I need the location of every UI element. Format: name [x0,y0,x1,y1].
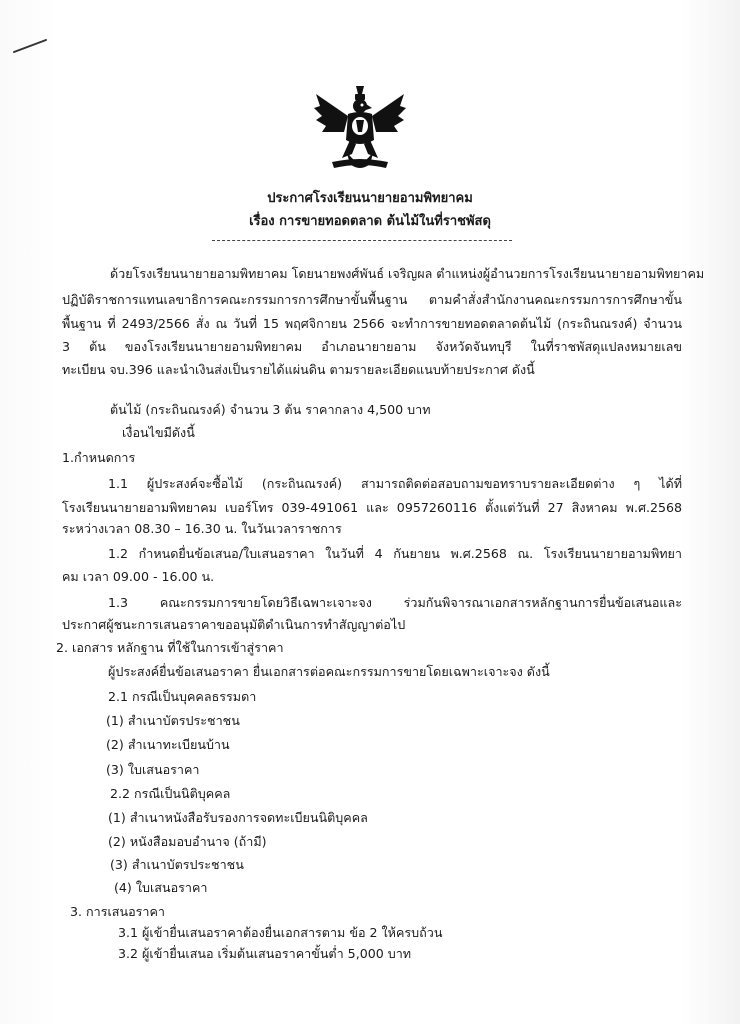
section-1-heading: 1.กำหนดการ [62,450,136,465]
section-2-lead: ผู้ประสงค์ยื่นข้อเสนอราคา ยื่นเอกสารต่อคณะกรรมการขายโดยเฉพาะเจาะจง ดังนี้ [108,664,550,679]
intro-line: 3 ต้น ของโรงเรียนนายายอามพิทยาคม อำเภอนายายอาม จังหวัดจันทบุรี ในที่ราชพัสดุแปลงหมายเลข [62,339,682,354]
intro-line: ปฏิบัติราชการแทนเลขาธิการคณะกรรมการการศึกษาขั้นพื้นฐาน ตามคำสั่งสำนักงานคณะกรรมการการศึกษาขั้น [62,292,682,307]
intro-line: พื้นฐาน ที่ 2493/2566 สั่ง ณ วันที่ 15 พฤศจิกายน 2566 จะทำการขายทอดตลาดต้นไม้ (กระถินณรงค์) จำนวน [62,316,682,331]
pen-mark [12,36,52,56]
section-3-heading: 3. การเสนอราคา [70,904,165,919]
conditions-label: เงื่อนไขมีดังนี้ [122,425,195,440]
section-2-1-item: (3) ใบเสนอราคา [106,762,200,777]
section-2-1-item: (2) สำเนาทะเบียนบ้าน [106,737,230,752]
announcement-title: ประกาศโรงเรียนนายายอามพิทยาคม [267,191,473,206]
section-2-2-item: (2) หนังสือมอบอำนาจ (ถ้ามี) [108,834,267,849]
section-3-item: 3.2 ผู้เข้ายื่นเสนอ เริ่มต้นเสนอราคาขั้นต่ำ 5,000 บาท [118,946,412,961]
section-1-2-line: 1.2 กำหนดยื่นข้อเสนอ/ใบเสนอราคา ในวันที่ 4 กันยายน พ.ศ.2568 ณ. โรงเรียนนายายอามพิทยา [108,546,682,561]
intro-line: ด้วยโรงเรียนนายายอามพิทยาคม โดยนายพงศ์พันธ์ เจริญผล ตำแหน่งผู้อำนวยการโรงเรียนนายายอามพิทยาคม [110,266,705,281]
section-1-1-line: โรงเรียนนายายอามพิทยาคม เบอร์โทร 039-491061 และ 0957260116 ตั้งแต่วันที่ 27 สิงหาคม พ.ศ.2568 [62,500,682,515]
section-2-2-heading: 2.2 กรณีเป็นนิติบุคคล [110,786,231,801]
section-2-2-item: (4) ใบเสนอราคา [114,880,208,895]
garuda-emblem-icon [312,84,408,174]
title-divider [212,240,512,241]
section-1-1-line: 1.1 ผู้ประสงค์จะซื้อไม้ (กระถินณรงค์) สามารถติดต่อสอบถามขอทราบรายละเอียดต่าง ๆ ได้ที่ [108,476,682,491]
section-2-2-item: (1) สำเนาหนังสือรับรองการจดทะเบียนนิติบุคคล [108,810,368,825]
section-1-3-line: 1.3 คณะกรรมการขายโดยวิธีเฉพาะเจาะจง ร่วมกันพิจารณาเอกสารหลักฐานการยื่นข้อเสนอและ [108,595,682,610]
section-1-3-line: ประกาศผู้ชนะการเสนอราคาขออนุมัติดำเนินการทำสัญญาต่อไป [62,617,406,632]
section-1-1-line: ระหว่างเวลา 08.30 – 16.30 น. ในวันเวลาราชการ [62,521,342,536]
section-2-2-item: (3) สำเนาบัตรประชาชน [110,857,244,872]
section-2-heading: 2. เอกสาร หลักฐาน ที่ใช้ในการเข้าสู่ราคา [56,640,284,655]
section-1-2-line: คม เวลา 09.00 - 16.00 น. [62,569,215,584]
section-2-1-heading: 2.1 กรณีเป็นบุคคลธรรมดา [108,689,257,704]
section-3-item: 3.1 ผู้เข้ายื่นเสนอราคาต้องยื่นเอกสารตาม ข้อ 2 ให้ครบถ้วน [118,925,443,940]
section-2-1-item: (1) สำเนาบัตรประชาชน [106,713,240,728]
intro-line: ทะเบียน จบ.396 และนำเงินส่งเป็นรายได้แผ่นดิน ตามรายละเอียดแนบท้ายประกาศ ดังนี้ [62,362,535,377]
announcement-subject: เรื่อง การขายทอดตลาด ต้นไม้ในที่ราชพัสดุ [249,214,491,229]
tree-summary: ต้นไม้ (กระถินณรงค์) จำนวน 3 ต้น ราคากลาง 4,500 บาท [110,402,431,417]
